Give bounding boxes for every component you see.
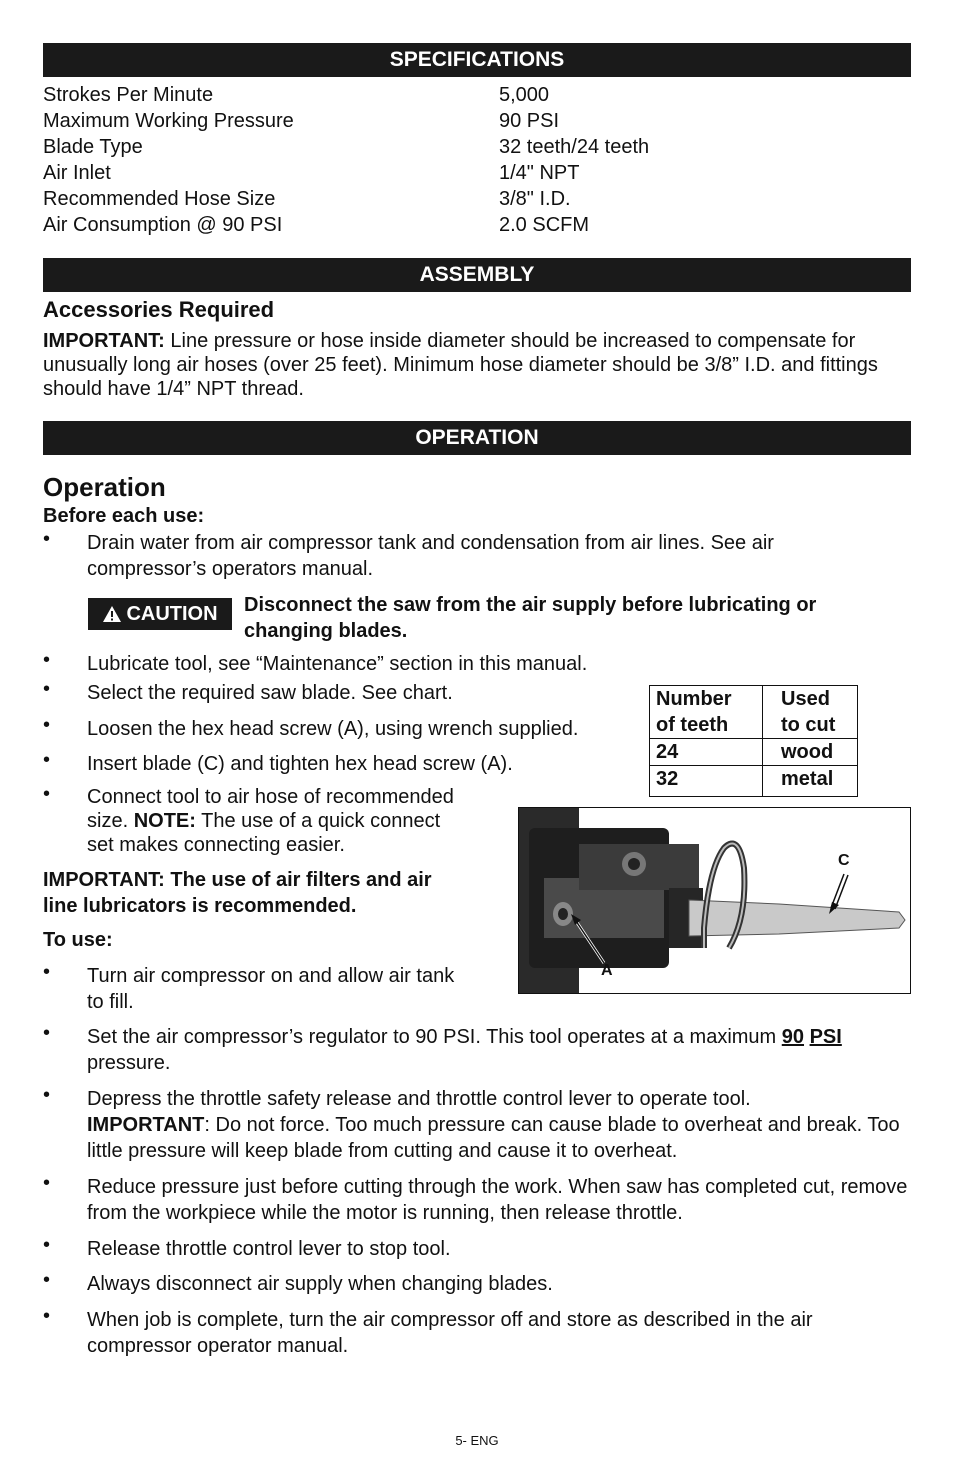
header-line: of teeth <box>656 714 729 736</box>
spec-label: Air Inlet <box>43 162 111 184</box>
spec-value: 5,000 <box>499 84 550 106</box>
spec-value: 3/8" I.D. <box>499 188 571 210</box>
spec-value: 1/4" NPT <box>499 162 580 184</box>
bullet-text <box>87 963 517 1015</box>
operation-title: Operation <box>43 472 166 502</box>
bullet-line: to fill. <box>87 991 134 1013</box>
bullet-dot: • <box>43 714 51 736</box>
table-cell: wood <box>763 739 858 766</box>
table-cell: metal <box>763 766 858 797</box>
bullet-text: Always disconnect air supply when changing blades. <box>87 1273 553 1295</box>
table-header-cell <box>763 686 858 739</box>
spec-value: 2.0 SCFM <box>499 214 590 236</box>
important-filters-note <box>43 867 503 919</box>
note-line: IMPORTANT: The use of air filters and air <box>43 869 432 891</box>
assembly-important-paragraph <box>43 329 913 401</box>
bullet-text: Lubricate tool, see “Maintenance” section in this manual. <box>87 653 588 675</box>
bullet-dot: • <box>43 1172 51 1194</box>
table-row <box>650 739 858 766</box>
bullet-dot: • <box>43 1084 51 1106</box>
assembly-header: ASSEMBLY <box>43 258 911 292</box>
caution-label <box>88 598 232 630</box>
important-label: IMPORTANT <box>87 1114 205 1136</box>
bullet-line: size. <box>87 810 134 832</box>
bullet-dot: • <box>43 961 51 983</box>
bullet-dot: • <box>43 1234 51 1256</box>
note-label: NOTE: <box>133 810 196 832</box>
bullet-line: Depress the throttle safety release and throttle control lever to operate tool. <box>87 1088 751 1110</box>
bullet-line: pressure. <box>87 1052 171 1074</box>
bullet-dot: • <box>43 528 51 550</box>
to-use-heading: To use: <box>43 929 113 951</box>
header-line: Used <box>781 688 830 710</box>
table-header-row <box>650 686 858 739</box>
bullet-line: Set the air compressor’s regulator to 90 PSI. This tool operates at a maximum <box>87 1026 782 1048</box>
bullet-dot: • <box>43 1305 51 1327</box>
bullet-dot: • <box>43 749 51 771</box>
bullet-line: set makes connecting easier. <box>87 834 345 856</box>
bullet-dot: • <box>43 678 51 700</box>
spec-row <box>43 160 911 186</box>
bullet-dot: • <box>43 649 51 671</box>
max-pressure-value: 90 <box>781 1026 805 1048</box>
bullet-text <box>87 785 517 857</box>
bullet-text: Select the required saw blade. See chart. <box>87 682 453 704</box>
spec-row <box>43 108 911 134</box>
important-label: IMPORTANT: <box>43 330 165 352</box>
caution-text: Disconnect the saw from the air supply before lubricating or changing blades. <box>244 594 817 642</box>
bullet-text: When job is complete, turn the air compressor off and store as described in the air compressor operator manual. <box>87 1309 813 1357</box>
bullet-text: Drain water from air compressor tank and condensation from air lines. See air compressor’s operators manual. <box>87 532 774 580</box>
spec-row <box>43 134 911 160</box>
bullet-line: : Do not force. Too much pressure can cause blade to overheat and break. Too little pressure will keep blade from cutting and cause it to overheat. <box>87 1114 900 1162</box>
figure-label-c: C <box>838 852 850 869</box>
bullet-text: Loosen the hex head screw (A), using wrench supplied. <box>87 718 579 740</box>
spec-value: 32 teeth/24 teeth <box>499 136 650 158</box>
spec-row <box>43 186 911 212</box>
operation-header: OPERATION <box>43 421 911 455</box>
note-line: line lubricators is recommended. <box>43 895 357 917</box>
bullet-dot: • <box>43 1022 51 1044</box>
header-line: Number <box>656 688 732 710</box>
blade-chart-table <box>649 685 858 797</box>
spec-label: Air Consumption @ 90 PSI <box>43 214 283 236</box>
table-cell: 24 <box>650 739 763 766</box>
bullet-text <box>87 1024 911 1076</box>
important-text: Line pressure or hose inside diameter should be increased to compensate for unusually long air hoses (over 25 feet). Minimum hose diameter should be 3/8” I.D. and fittings should have 1/4” NPT thread. <box>43 330 878 400</box>
bullet-text: Reduce pressure just before cutting through the work. When saw has completed cut, remove from the workpiece while the motor is running, then release throttle. <box>87 1176 908 1224</box>
max-pressure-unit: PSI <box>809 1026 842 1048</box>
table-row <box>650 766 858 797</box>
before-each-use-heading: Before each use: <box>43 505 205 527</box>
bullet-line: Turn air compressor on and allow air tank <box>87 965 455 987</box>
spec-label: Strokes Per Minute <box>43 84 214 106</box>
spec-row <box>43 82 911 108</box>
bullet-line: The use of a quick connect <box>195 810 441 832</box>
header-line: to cut <box>781 714 836 736</box>
figure-label-a: A <box>601 962 613 979</box>
spec-value: 90 PSI <box>499 110 560 132</box>
bullet-text <box>87 1086 911 1164</box>
spec-label: Recommended Hose Size <box>43 188 276 210</box>
saw-blade-figure <box>518 807 911 994</box>
accessories-required-heading: Accessories Required <box>43 297 275 322</box>
page-number-footer: 5- ENG <box>455 1433 499 1448</box>
bullet-text: Release throttle control lever to stop tool. <box>87 1238 451 1260</box>
caution-word: CAUTION <box>126 602 218 625</box>
table-header-cell <box>650 686 763 739</box>
spec-label: Blade Type <box>43 136 143 158</box>
saw-blade-illustration <box>519 808 910 993</box>
bullet-line: Connect tool to air hose of recommended <box>87 786 454 808</box>
spec-row <box>43 212 911 238</box>
table-cell: 32 <box>650 766 763 797</box>
bullet-dot: • <box>43 1269 51 1291</box>
warning-triangle-icon <box>102 605 122 623</box>
specifications-header: SPECIFICATIONS <box>43 43 911 77</box>
bullet-text: Insert blade (C) and tighten hex head screw (A). <box>87 753 513 775</box>
bullet-dot: • <box>43 783 51 805</box>
spec-label: Maximum Working Pressure <box>43 110 294 132</box>
